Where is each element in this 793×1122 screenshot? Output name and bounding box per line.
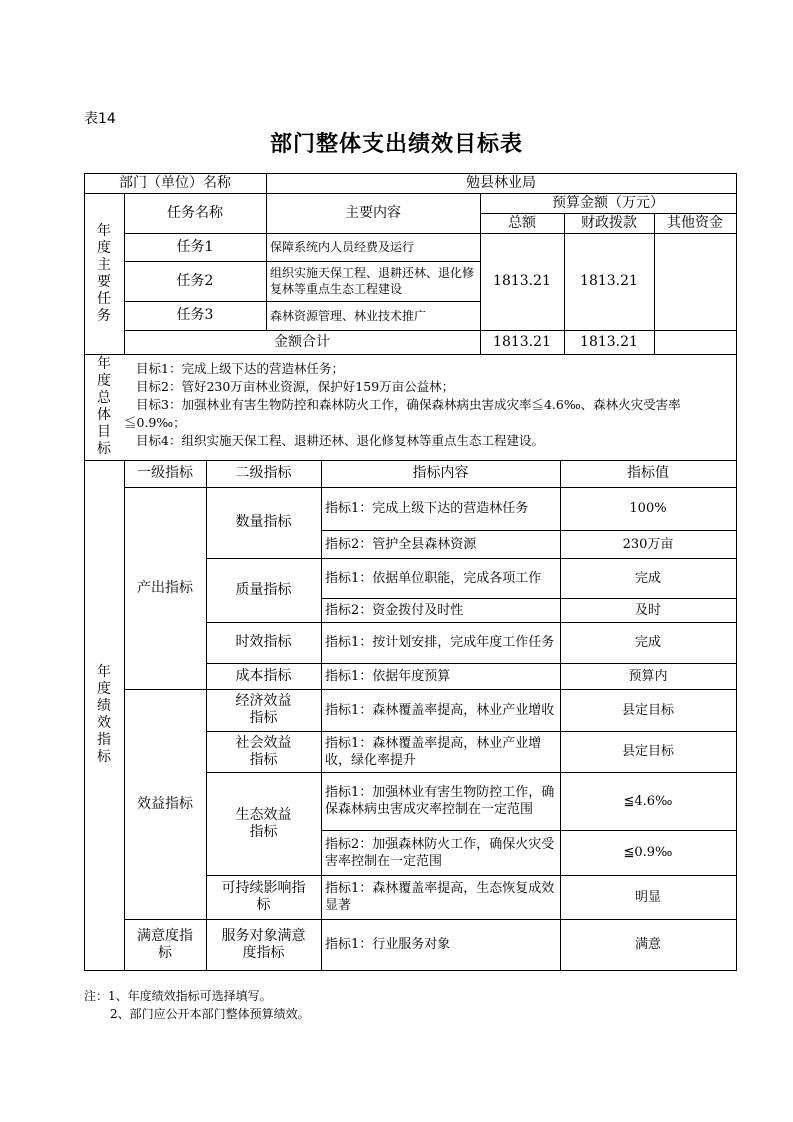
level2-ecological: 生态效益指标 <box>235 806 292 840</box>
level1-satisfaction: 满意度指标 <box>137 927 193 961</box>
col-level2: 二级指标 <box>235 465 292 481</box>
indicator-content: 指标1：森林覆盖率提高，林业产业增收，绿化率提升 <box>325 735 542 768</box>
col-total: 总额 <box>508 214 536 231</box>
task-total-amount: 1813.21 <box>493 273 551 289</box>
indicator-value: ≦0.9‰ <box>623 845 673 860</box>
level1-benefit: 效益指标 <box>137 795 193 812</box>
goal-line: 目标4：组织实施天保工程、退耕还林、退化修复林等重点生态工程建设。 <box>136 433 544 448</box>
level2-quantity: 数量指标 <box>235 514 292 530</box>
note-line: 注：1、年度绩效指标可选择填写。 <box>84 989 272 1003</box>
page-title: 部门整体支出绩效目标表 <box>269 131 523 157</box>
indicator-value: 县定目标 <box>621 702 674 718</box>
col-fiscal: 财政拨款 <box>581 214 637 231</box>
table-number: 表14 <box>84 111 116 127</box>
indicator-value: ≦4.6‰ <box>623 793 673 809</box>
sum-fiscal: 1813.21 <box>580 333 638 350</box>
indicator-content: 指标1：完成上级下达的营造林任务 <box>325 501 529 516</box>
indicator-value: 230万亩 <box>622 536 674 552</box>
indicator-value: 满意 <box>634 937 661 952</box>
sum-label: 金额合计 <box>274 333 330 350</box>
note-line: 2、部门应公开本部门整体预算绩效。 <box>110 1007 310 1021</box>
col-main-content: 主要内容 <box>345 204 401 221</box>
indicator-value: 及时 <box>634 602 661 618</box>
col-other: 其他资金 <box>667 214 723 231</box>
level2-social: 社会效益指标 <box>235 734 292 768</box>
goal-line: 目标3：加强林业有害生物防控和森林防火工作，确保森林病虫害成灾率≦4.6‰、森林火灾受害率≦0.9‰； <box>124 397 681 430</box>
indicator-content: 指标1：依据年度预算 <box>325 668 451 684</box>
sum-total: 1813.21 <box>493 333 551 350</box>
level1-output: 产出指标 <box>137 579 193 596</box>
indicator-content: 指标2：加强森林防火工作，确保火灾受害率控制在一定范围 <box>325 836 555 869</box>
indicator-content: 指标2：管护全县森林资源 <box>325 536 477 552</box>
task-content: 组织实施天保工程、退耕还林、退化修复林等重点生态工程建设 <box>270 266 475 296</box>
goal-line: 目标1：完成上级下达的营造林任务； <box>136 361 344 376</box>
task-name: 任务1 <box>176 238 214 255</box>
dept-value: 勉县林业局 <box>466 174 536 191</box>
indicator-value: 完成 <box>634 570 661 586</box>
task-fiscal-amount: 1813.21 <box>580 273 638 289</box>
goal-line: 目标2：管好230万亩林业资源，保护好159万亩公益林； <box>136 379 455 394</box>
indicator-value: 完成 <box>634 635 661 650</box>
level2-service: 服务对象满意度指标 <box>221 927 306 961</box>
indicator-content: 指标1：行业服务对象 <box>325 937 451 952</box>
indicator-content: 指标1：按计划安排，完成年度工作任务 <box>325 635 555 650</box>
indicator-content: 指标1：森林覆盖率提高，生态恢复成效显著 <box>325 881 555 913</box>
level2-timeliness: 时效指标 <box>235 634 292 650</box>
footnotes <box>84 987 310 1023</box>
task-name: 任务3 <box>176 307 214 323</box>
level2-cost: 成本指标 <box>235 667 292 684</box>
goals-row-label: 年度总体目标 <box>97 356 111 457</box>
col-indicator-value: 指标值 <box>627 465 669 481</box>
task-name: 任务2 <box>176 272 214 289</box>
col-level1: 一级指标 <box>137 465 193 481</box>
indicator-value: 100% <box>629 501 667 516</box>
indicator-value: 预算内 <box>628 668 668 684</box>
col-budget: 预算金额（万元） <box>552 194 664 211</box>
indicator-value: 县定目标 <box>621 744 674 759</box>
indicator-content: 指标1：森林覆盖率提高，林业产业增收 <box>325 702 555 718</box>
indicators-row-label: 年度绩效指标 <box>97 664 111 765</box>
col-task-name: 任务名称 <box>167 204 223 221</box>
tasks-row-label: 年度主要任务 <box>97 222 111 324</box>
indicator-content: 指标1：依据单位职能，完成各项工作 <box>325 570 542 586</box>
task-content: 森林资源管理、林业技术推广 <box>270 308 427 323</box>
level2-sustainable: 可持续影响指标 <box>221 880 306 913</box>
level2-economic: 经济效益指标 <box>235 693 292 726</box>
task-content: 保障系统内人员经费及运行 <box>270 240 415 254</box>
dept-label: 部门（单位）名称 <box>119 174 231 191</box>
goals-text <box>124 360 736 450</box>
indicator-content: 指标2：资金拨付及时性 <box>325 602 464 618</box>
indicator-value: 明显 <box>634 889 661 905</box>
level2-quality: 质量指标 <box>235 581 292 598</box>
col-indicator-content: 指标内容 <box>412 465 469 481</box>
indicator-content: 指标1：加强林业有害生物防控工作，确保森林病虫害成灾率控制在一定范围 <box>325 785 555 817</box>
